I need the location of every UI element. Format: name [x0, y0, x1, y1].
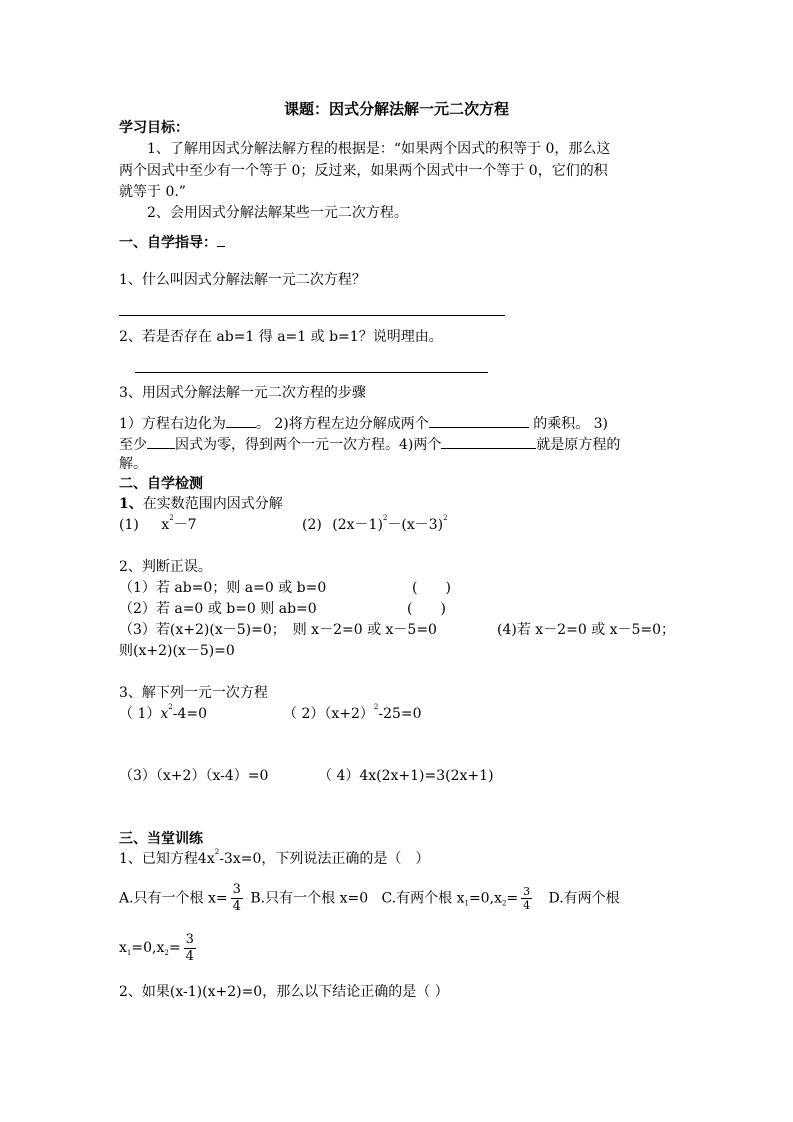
blank-4[interactable] — [441, 433, 536, 449]
goal-1-line-2: 两个因式中至少有一个等于 0；反过来，如果两个因式中一个等于 0，它们的积 — [119, 163, 608, 179]
frac-denominator: 4 — [232, 899, 241, 914]
blank-3[interactable] — [147, 433, 175, 449]
judge-2: （2）若 a=0 或 b=0 则 ab=0 — [119, 601, 317, 617]
step-text-d: 至少 — [119, 437, 147, 453]
heading-blank — [217, 231, 225, 247]
option-b: B.只有一个根 x=0 — [250, 890, 369, 907]
s2-q1-text: 在实数范围内因式分解 — [142, 496, 283, 512]
item-label: (1) — [119, 517, 139, 533]
question-text: -3x=0，下列说法正确的是（ ） — [219, 851, 430, 867]
section-2-heading: 二、自学检测 — [119, 476, 203, 492]
exponent: 2 — [168, 703, 173, 711]
fraction-3-4-d — [184, 932, 196, 965]
judge-1: （1）若 ab=0；则 a=0 或 b=0 — [119, 580, 327, 596]
subscript: 2 — [501, 899, 507, 908]
math-term: -25=0 — [378, 706, 422, 722]
s2-question-3: 3、解下列一元一次方程 — [119, 685, 268, 701]
option-d-text: x — [119, 940, 127, 956]
equation-2 — [283, 704, 422, 724]
steps-line-3: 解。 — [119, 456, 147, 472]
math-term: x — [160, 706, 169, 722]
section-1-heading — [119, 231, 225, 253]
step-text-b: 。 2)将方程左边分解成两个 — [255, 416, 429, 432]
s3-options-line — [119, 882, 620, 915]
judge-4-cont: 则(x+2)(x－5)=0 — [119, 643, 235, 659]
math-term: (2x－1) — [332, 517, 383, 533]
step-text-a: 1）方程右边化为 — [119, 416, 226, 432]
subscript: 2 — [164, 949, 169, 957]
exponent: 2 — [373, 703, 379, 711]
s3-question-1 — [119, 849, 429, 869]
blank-1[interactable] — [226, 412, 256, 428]
steps-line-1 — [119, 412, 608, 434]
frac-numerator: 3 — [232, 882, 241, 897]
s1-question-3: 3、用因式分解法解一元二次方程的步骤 — [119, 385, 366, 401]
option-d-text: =0,x — [131, 940, 165, 956]
step-text-e: 因式为零，得到两个一元一次方程。4)两个 — [175, 437, 442, 453]
subscript: 1 — [126, 949, 132, 957]
s1-question-2: 2、若是否存在 ab=1 得 a=1 或 b=1？说明理由。 — [119, 329, 443, 345]
section-1-heading-text: 一、自学指导： — [119, 235, 217, 251]
goal-1-line-1: 1、了解用因式分解法解方程的根据是：“如果两个因式的积等于 0，那么这 — [147, 141, 611, 157]
fraction-3-4-small — [521, 885, 532, 912]
frac-numerator: 3 — [523, 885, 531, 898]
item-label: (2) — [302, 517, 322, 533]
s2-question-1 — [119, 494, 283, 514]
goal-1-line-3: 就等于 0.” — [119, 184, 186, 200]
option-c: C.有两个根 x — [381, 890, 465, 907]
equation-1 — [119, 704, 207, 724]
s3-option-d-cont — [119, 930, 199, 966]
exponent: 2 — [169, 514, 174, 522]
option-d: D.有两个根 — [548, 890, 620, 907]
subscript: 1 — [464, 899, 469, 908]
page-title: 课题：因式分解法解一元二次方程 — [283, 100, 509, 118]
math-term: -4=0 — [172, 706, 208, 722]
s2-q1-number: 1、 — [119, 496, 143, 512]
judge-2-paren: ( ) — [407, 601, 446, 617]
math-term: －7 — [173, 517, 197, 533]
fraction-3-4 — [231, 882, 243, 915]
answer-line-2 — [135, 372, 488, 373]
question-text: 1、已知方程4x — [119, 851, 215, 867]
s2-q1-item-1 — [119, 515, 197, 535]
s2-q1-item-2 — [302, 515, 448, 535]
option-c-text: =0,x — [468, 890, 502, 907]
frac-numerator: 3 — [185, 931, 194, 947]
s2-question-2: 2、判断正误。 — [119, 559, 212, 575]
s3-question-2: 2、如果(x-1)(x+2)=0，那么以下结论正确的是（ ） — [119, 984, 449, 1000]
goals-heading: 学习目标： — [119, 120, 189, 136]
judge-4: (4)若 x－2=0 或 x－5=0； — [497, 622, 676, 638]
equation-3: （3）（x+2）（x-4）=0 — [119, 768, 269, 784]
judge-1-paren: ( ) — [412, 580, 451, 596]
exponent: 2 — [214, 848, 220, 856]
s1-question-1: 1、什么叫因式分解法解一元二次方程？ — [119, 272, 366, 288]
option-d-text: = — [168, 940, 181, 956]
option-c-text: = — [506, 890, 519, 907]
equation-4: （ 4）4x(2x+1)=3(2x+1) — [318, 768, 494, 784]
steps-line-2 — [119, 433, 620, 455]
math-term: －(x－3) — [387, 517, 444, 533]
exponent: 2 — [443, 514, 448, 522]
math-term: x — [161, 517, 170, 533]
section-3-heading: 三、当堂训练 — [119, 831, 203, 847]
exponent: 2 — [382, 514, 388, 522]
goal-2: 2、会用因式分解法解某些一元二次方程。 — [147, 205, 408, 221]
step-text-f: 就是原方程的 — [536, 437, 621, 453]
frac-denominator: 4 — [523, 899, 531, 912]
item-label: （ 1） — [119, 706, 161, 722]
option-a: A.只有一个根 x= — [119, 890, 228, 907]
judge-3: （3）若(x+2)(x－5)=0； 则 x－2=0 或 x－5=0 — [119, 622, 437, 638]
frac-denominator: 4 — [185, 948, 194, 964]
answer-line-1 — [119, 315, 505, 316]
item-label: （ 2）（x+2） — [283, 706, 374, 722]
blank-2[interactable] — [429, 412, 529, 428]
step-text-c: 的乘积。 3) — [533, 416, 609, 432]
